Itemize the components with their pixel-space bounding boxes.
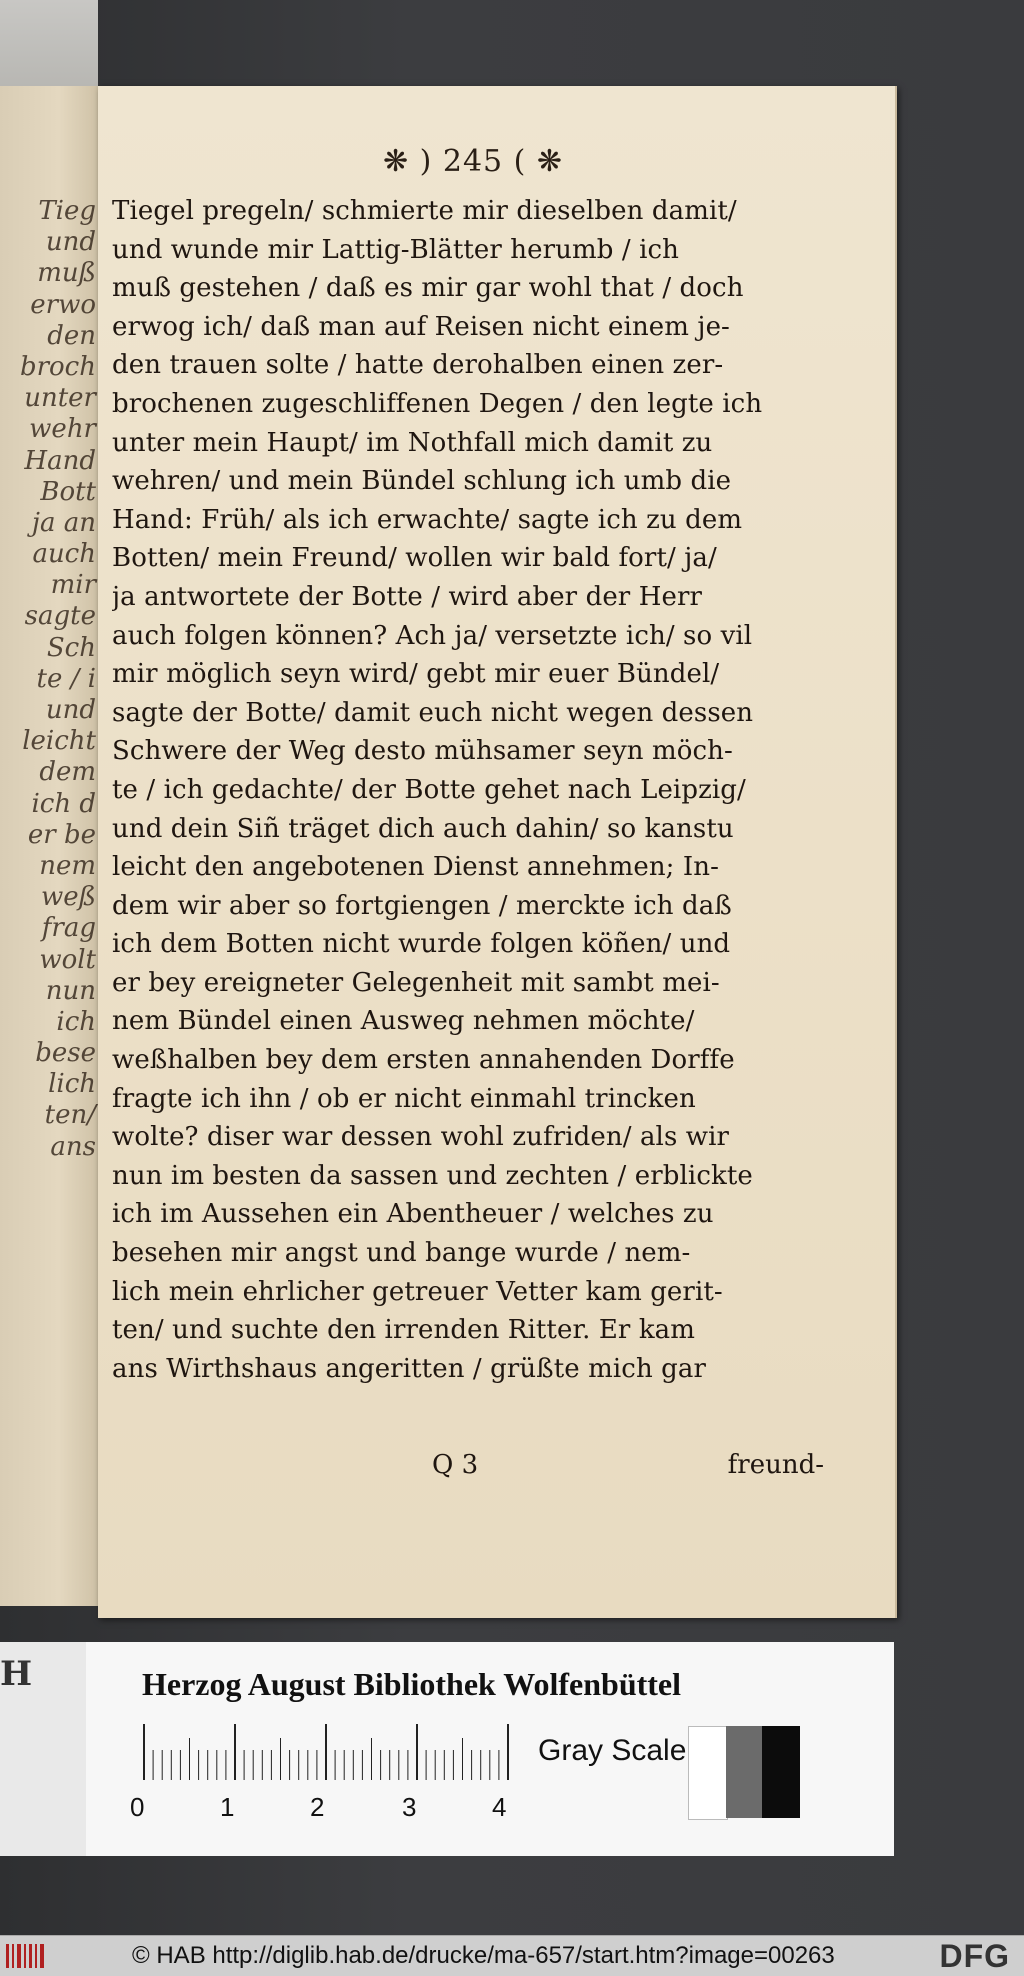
text-line: wehren/ und mein Bündel schlung ich umb die	[112, 466, 732, 497]
text-line: ten/ und suchte den irrenden Ritter. Er kam	[112, 1315, 696, 1346]
facing-page-fragment: und	[45, 695, 96, 725]
text-line: ich im Aussehen ein Abentheuer / welches zu	[112, 1199, 714, 1230]
text-line: Tiegel pregeln/ schmierte mir dieselben damit/	[112, 196, 737, 226]
text-line: sagte der Botte/ damit euch nicht wegen dessen	[112, 697, 754, 728]
text-line: nem Bündel einen Ausweg nehmen möchte/	[112, 1006, 695, 1037]
facing-page-fragment: dem	[39, 757, 96, 788]
facing-page-fragment: Sch	[46, 632, 96, 663]
text-line: te / ich gedachte/ der Botte gehet nach Leipzig/	[112, 774, 746, 805]
text-line: nun im besten da sassen und zechten / erblickte	[112, 1160, 753, 1191]
facing-page-fragment: ja an	[31, 507, 96, 538]
text-line: Schwere der Weg desto mühsamer seyn möch-	[112, 736, 733, 767]
facing-page-fragment: sagte	[24, 601, 96, 632]
facing-page-fragment: Bott	[40, 476, 96, 507]
text-line: und dein Siñ träget dich auch dahin/ so kanstu	[112, 813, 734, 844]
facing-page-fragment: muß	[37, 258, 96, 289]
text-line: brochenen zugeschliffenen Degen / den legte ich	[112, 388, 763, 419]
text-line: auch folgen können? Ach ja/ versetzte ich/ so vil	[112, 620, 753, 651]
signature-mark: Q 3	[432, 1450, 479, 1480]
facing-page-fragment: nem	[39, 850, 96, 881]
facing-page-fragment: ich d	[31, 788, 96, 819]
facing-page-fragment: Tieg	[38, 196, 96, 226]
text-line: den trauen solte / hatte derohalben einen zer-	[112, 350, 724, 381]
facing-page-fragment: unter	[24, 383, 96, 414]
facing-page-fragment: te / i	[36, 663, 96, 694]
library-name: Herzog August Bibliothek Wolfenbüttel	[142, 1666, 682, 1702]
ruler-label-4: 4	[492, 1792, 507, 1822]
facing-page-fragment: den	[47, 320, 96, 351]
text-line: und wunde mir Lattig-Blätter herumb / ich	[112, 234, 680, 265]
facing-page-fragment: bese	[35, 1038, 96, 1069]
page-footer-row	[112, 1450, 824, 1490]
text-line: lich mein ehrlicher getreuer Vetter kam gerit-	[112, 1276, 723, 1307]
facing-page-fragment: auch	[32, 539, 96, 570]
facing-page-fragment: broch	[19, 351, 96, 382]
footer-bar	[0, 1935, 1024, 1976]
facing-page-fragment: lich	[48, 1069, 96, 1100]
facing-page-fragment: er be	[27, 819, 96, 850]
gray-swatch-mid	[726, 1726, 762, 1818]
facing-page-fragment: und	[45, 227, 96, 258]
dfg-logo: DFG	[939, 1938, 1010, 1974]
facing-page-fragment: leicht	[22, 726, 96, 757]
text-line: erwog ich/ daß man auf Reisen nicht einem je-	[112, 311, 730, 342]
facing-page-text	[0, 196, 98, 1163]
facing-page-fragment: ich	[56, 1006, 96, 1037]
text-line: unter mein Haupt/ im Nothfall mich damit zu	[112, 427, 713, 458]
gray-scale-label: Gray Scale	[538, 1734, 687, 1767]
page-number-header: ❋ ) 245 ( ❋	[382, 144, 564, 179]
text-line: Botten/ mein Freund/ wollen wir bald fort/ ja/	[112, 543, 717, 574]
gray-swatch-white	[688, 1726, 728, 1820]
facing-page-fragment: weß	[40, 882, 96, 913]
text-line: leicht den angebotenen Dienst annehmen; In-	[112, 852, 720, 883]
facing-page-fragment: wehr	[29, 414, 96, 445]
ruler-scale	[136, 1722, 516, 1782]
text-line: ja antwortete der Botte / wird aber der Herr	[112, 581, 703, 612]
text-line: mir möglich seyn wird/ gebt mir euer Bündel/	[112, 659, 720, 690]
text-line: ich dem Botten nicht wurde folgen köñen/ und	[112, 929, 731, 960]
gray-swatch-black	[762, 1726, 800, 1818]
catchword: freund-	[727, 1450, 824, 1480]
text-line: dem wir aber so fortgiengen / merckte ich daß	[112, 890, 732, 921]
text-line: ans Wirthshaus angeritten / grüßte mich gar	[112, 1353, 707, 1384]
facing-page	[0, 86, 98, 1606]
text-line: Hand: Früh/ als ich erwachte/ sagte ich zu dem	[112, 504, 743, 535]
text-line: muß gestehen / daß es mir gar wohl that / doch	[112, 273, 744, 304]
ruler-label-0: 0	[130, 1792, 145, 1822]
facing-page-fragment: wolt	[39, 944, 96, 975]
text-line: fragte ich ihn / ob er nicht einmahl trincken	[112, 1083, 696, 1114]
page-body-text	[112, 192, 824, 1388]
text-line: wolte? diser war dessen wohl zufriden/ als wir	[112, 1122, 730, 1153]
ruler-label-3: 3	[402, 1792, 417, 1822]
facing-page-fragment: erwo	[30, 289, 96, 320]
facing-page-fragment: ten/	[44, 1100, 96, 1131]
card-edge-letter: H	[0, 1654, 33, 1694]
facing-page-fragment: nun	[45, 975, 96, 1006]
top-paper-strip	[0, 0, 98, 86]
ruler-label-1: 1	[220, 1792, 235, 1822]
barcode-icon	[4, 1942, 48, 1970]
text-line: weßhalben bey dem ersten annahenden Dorffe	[112, 1045, 735, 1076]
calibration-card-edge	[0, 1642, 86, 1856]
text-line: er bey ereigneter Gelegenheit mit sambt mei-	[112, 967, 720, 998]
facing-page-fragment: frag	[41, 913, 96, 944]
copyright-link[interactable]: © HAB http://diglib.hab.de/drucke/ma-657/start.htm?image=00263	[132, 1942, 835, 1969]
ruler-label-2: 2	[310, 1792, 325, 1822]
facing-page-fragment: mir	[50, 570, 96, 601]
facing-page-fragment: ans	[50, 1131, 96, 1162]
facing-page-fragment: Hand	[24, 445, 96, 476]
text-line: besehen mir angst und bange wurde / nem-	[112, 1238, 691, 1269]
book-page	[98, 86, 897, 1618]
calibration-card	[86, 1642, 894, 1856]
